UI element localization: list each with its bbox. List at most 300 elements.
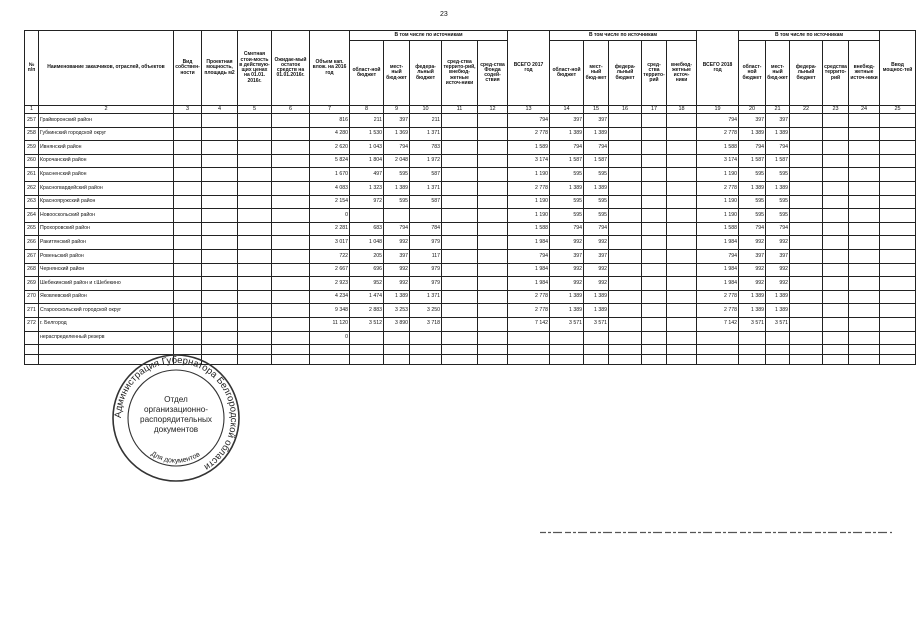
value-cell: 595 xyxy=(584,168,609,182)
value-cell xyxy=(849,277,880,291)
table-row xyxy=(25,304,916,318)
header-sources-2017-group: В том числе по источникам xyxy=(550,31,697,41)
value-cell: 1 389 xyxy=(739,290,766,304)
value-cell: 979 xyxy=(410,263,442,277)
value-cell: 0 xyxy=(310,209,350,223)
value-cell: 784 xyxy=(410,222,442,236)
value-cell xyxy=(667,277,697,291)
row-name-cell: Краснояружский район xyxy=(39,195,174,209)
header-2016-regional: област-ной бюджет xyxy=(350,41,384,106)
value-cell: 1 389 xyxy=(739,127,766,141)
table-row xyxy=(25,317,916,331)
value-cell xyxy=(202,209,238,223)
value-cell: 9 348 xyxy=(310,304,350,318)
empty-cell xyxy=(697,355,739,365)
value-cell: 992 xyxy=(550,236,584,250)
row-number-cell: 259 xyxy=(25,141,39,155)
value-cell xyxy=(478,317,508,331)
row-name-cell: Шебекинский район и г.Шебекино xyxy=(39,277,174,291)
value-cell xyxy=(880,209,916,223)
value-cell xyxy=(609,168,642,182)
value-cell xyxy=(272,304,310,318)
table-body xyxy=(25,114,916,365)
value-cell: 1 043 xyxy=(350,141,384,155)
header-name: Наименование заказчиков, отраслей, объектов xyxy=(39,31,174,106)
value-cell: 2 778 xyxy=(697,290,739,304)
value-cell xyxy=(478,127,508,141)
value-cell xyxy=(384,209,410,223)
value-cell: 1 972 xyxy=(410,154,442,168)
value-cell xyxy=(739,331,766,345)
value-cell xyxy=(174,277,202,291)
value-cell xyxy=(174,331,202,345)
value-cell xyxy=(823,249,849,263)
value-cell xyxy=(272,331,310,345)
value-cell xyxy=(823,127,849,141)
value-cell: 2 778 xyxy=(697,304,739,318)
value-cell xyxy=(849,317,880,331)
value-cell: 992 xyxy=(739,277,766,291)
header-sources-2018-group: В том числе по источникам xyxy=(739,31,880,41)
value-cell: 595 xyxy=(584,209,609,223)
value-cell xyxy=(442,317,478,331)
value-cell xyxy=(272,236,310,250)
value-cell xyxy=(667,195,697,209)
value-cell xyxy=(609,290,642,304)
value-cell xyxy=(667,181,697,195)
header-num: № п/п xyxy=(25,31,39,106)
header-2016-fund: сред-ства Фонда содей-ствия xyxy=(478,41,508,106)
value-cell xyxy=(609,277,642,291)
value-cell xyxy=(880,331,916,345)
value-cell: 2 883 xyxy=(350,304,384,318)
column-number: 24 xyxy=(849,106,880,114)
value-cell xyxy=(202,127,238,141)
empty-cell xyxy=(667,345,697,355)
value-cell: 972 xyxy=(350,195,384,209)
value-cell: 397 xyxy=(550,114,584,128)
value-cell xyxy=(508,331,550,345)
value-cell xyxy=(849,195,880,209)
row-number-cell: 272 xyxy=(25,317,39,331)
value-cell: 2 778 xyxy=(508,304,550,318)
value-cell xyxy=(642,317,667,331)
value-cell xyxy=(238,195,272,209)
value-cell xyxy=(174,141,202,155)
value-cell xyxy=(667,317,697,331)
header-2016-local: мест-ный бюд-жет xyxy=(384,41,410,106)
value-cell: 2 778 xyxy=(697,181,739,195)
empty-cell xyxy=(609,355,642,365)
value-cell: 11 120 xyxy=(310,317,350,331)
column-number: 12 xyxy=(478,106,508,114)
value-cell xyxy=(238,168,272,182)
value-cell xyxy=(880,195,916,209)
row-name-cell: Красненский район xyxy=(39,168,174,182)
value-cell xyxy=(174,195,202,209)
value-cell: 3 718 xyxy=(410,317,442,331)
value-cell: 595 xyxy=(739,195,766,209)
row-number-cell: 267 xyxy=(25,249,39,263)
value-cell xyxy=(642,236,667,250)
value-cell xyxy=(849,114,880,128)
value-cell: 1 389 xyxy=(584,304,609,318)
value-cell: 211 xyxy=(410,114,442,128)
value-cell xyxy=(442,141,478,155)
value-cell xyxy=(609,195,642,209)
stamp-ring-text: Администрация Губернатора Белгородской области xyxy=(112,354,240,473)
value-cell: 794 xyxy=(739,141,766,155)
value-cell: 2 778 xyxy=(508,290,550,304)
value-cell xyxy=(202,290,238,304)
official-stamp xyxy=(110,352,242,484)
value-cell xyxy=(642,181,667,195)
value-cell xyxy=(609,263,642,277)
value-cell: 4 234 xyxy=(310,290,350,304)
value-cell xyxy=(849,304,880,318)
value-cell xyxy=(642,168,667,182)
value-cell: 3 017 xyxy=(310,236,350,250)
value-cell xyxy=(478,331,508,345)
value-cell xyxy=(202,114,238,128)
value-cell: 722 xyxy=(310,249,350,263)
value-cell xyxy=(478,181,508,195)
value-cell: 1 984 xyxy=(697,236,739,250)
value-cell xyxy=(442,195,478,209)
header-type: Вид собствен-ности xyxy=(174,31,202,106)
value-cell xyxy=(849,209,880,223)
empty-cell xyxy=(584,345,609,355)
value-cell: 397 xyxy=(739,114,766,128)
value-cell xyxy=(642,127,667,141)
row-number-cell: 262 xyxy=(25,181,39,195)
value-cell xyxy=(642,277,667,291)
empty-cell xyxy=(849,345,880,355)
empty-cell xyxy=(310,345,350,355)
value-cell xyxy=(697,331,739,345)
value-cell xyxy=(202,168,238,182)
value-cell: 2 281 xyxy=(310,222,350,236)
value-cell: 1 389 xyxy=(550,290,584,304)
value-cell xyxy=(667,141,697,155)
value-cell xyxy=(272,181,310,195)
value-cell xyxy=(823,154,849,168)
value-cell xyxy=(174,154,202,168)
value-cell xyxy=(849,141,880,155)
value-cell xyxy=(174,317,202,331)
value-cell xyxy=(823,263,849,277)
value-cell xyxy=(202,154,238,168)
value-cell xyxy=(823,304,849,318)
header-2018-offbudget: внебюд-жетные источ-ники xyxy=(849,41,880,106)
value-cell xyxy=(790,236,823,250)
value-cell xyxy=(849,168,880,182)
value-cell xyxy=(202,195,238,209)
row-name-cell: г. Белгород xyxy=(39,317,174,331)
value-cell: 595 xyxy=(766,209,790,223)
value-cell xyxy=(478,141,508,155)
empty-cell xyxy=(310,355,350,365)
column-number: 5 xyxy=(238,106,272,114)
empty-cell xyxy=(550,355,584,365)
value-cell xyxy=(442,154,478,168)
value-cell: 979 xyxy=(410,236,442,250)
value-cell: 1 190 xyxy=(508,195,550,209)
column-number: 9 xyxy=(384,106,410,114)
value-cell: 992 xyxy=(384,263,410,277)
header-2018-regional: област-ной бюджет xyxy=(739,41,766,106)
value-cell xyxy=(667,331,697,345)
empty-cell xyxy=(272,345,310,355)
value-cell xyxy=(478,154,508,168)
value-cell xyxy=(238,222,272,236)
value-cell xyxy=(642,304,667,318)
value-cell: 794 xyxy=(584,222,609,236)
empty-cell xyxy=(609,345,642,355)
value-cell: 1 389 xyxy=(584,181,609,195)
value-cell xyxy=(174,209,202,223)
column-number: 17 xyxy=(642,106,667,114)
value-cell: 3 571 xyxy=(584,317,609,331)
value-cell xyxy=(790,304,823,318)
column-number: 7 xyxy=(310,106,350,114)
svg-text:распорядительных: распорядительных xyxy=(140,415,212,424)
value-cell xyxy=(667,290,697,304)
value-cell xyxy=(642,195,667,209)
value-cell: 1 389 xyxy=(550,127,584,141)
empty-cell xyxy=(350,355,384,365)
value-cell xyxy=(609,222,642,236)
row-name-cell: Корочанский район xyxy=(39,154,174,168)
value-cell xyxy=(790,290,823,304)
value-cell: 595 xyxy=(550,195,584,209)
empty-cell xyxy=(642,355,667,365)
value-cell xyxy=(272,222,310,236)
value-cell xyxy=(442,304,478,318)
value-cell: 7 142 xyxy=(508,317,550,331)
empty-cell xyxy=(790,355,823,365)
row-name-cell: Чернянский район xyxy=(39,263,174,277)
value-cell xyxy=(790,154,823,168)
value-cell: 587 xyxy=(410,195,442,209)
value-cell: 1 587 xyxy=(739,154,766,168)
value-cell: 794 xyxy=(739,222,766,236)
value-cell xyxy=(174,127,202,141)
value-cell xyxy=(238,263,272,277)
value-cell: 992 xyxy=(739,236,766,250)
row-name-cell: Красногвардейский район xyxy=(39,181,174,195)
header-commission: Ввод мощнос-тей xyxy=(880,31,916,106)
header-2017-regional: област-ной бюджет xyxy=(550,41,584,106)
value-cell xyxy=(238,331,272,345)
row-number-cell: 268 xyxy=(25,263,39,277)
value-cell xyxy=(272,154,310,168)
value-cell xyxy=(790,331,823,345)
value-cell xyxy=(823,290,849,304)
value-cell: 992 xyxy=(739,263,766,277)
value-cell xyxy=(790,277,823,291)
value-cell: 783 xyxy=(410,141,442,155)
value-cell xyxy=(550,331,584,345)
value-cell xyxy=(202,141,238,155)
empty-cell xyxy=(766,345,790,355)
value-cell: 1 389 xyxy=(584,127,609,141)
value-cell xyxy=(880,290,916,304)
value-cell: 3 571 xyxy=(766,317,790,331)
header-capacity: Проектная мощность, площадь м2 xyxy=(202,31,238,106)
value-cell xyxy=(880,236,916,250)
stamp-center-text xyxy=(140,395,212,434)
value-cell xyxy=(790,181,823,195)
empty-cell xyxy=(823,345,849,355)
svg-text:документов: документов xyxy=(153,425,199,434)
row-name-cell: Ракитянский район xyxy=(39,236,174,250)
value-cell: 992 xyxy=(584,236,609,250)
table-row xyxy=(25,127,916,141)
value-cell xyxy=(667,168,697,182)
header-2018-federal: федера-льный бюджет xyxy=(790,41,823,106)
header-2016-territory: сред-ства террито-рий, внебюд-жетные источ-ники xyxy=(442,41,478,106)
header-volume-2016: Объем кап. влож. на 2016 год xyxy=(310,31,350,106)
value-cell xyxy=(174,181,202,195)
value-cell: 992 xyxy=(384,277,410,291)
value-cell: 794 xyxy=(550,141,584,155)
value-cell: 1 589 xyxy=(508,141,550,155)
empty-cell xyxy=(25,345,39,355)
value-cell xyxy=(609,304,642,318)
empty-cell xyxy=(508,345,550,355)
value-cell: 1 984 xyxy=(508,277,550,291)
value-cell: 497 xyxy=(350,168,384,182)
value-cell: 117 xyxy=(410,249,442,263)
value-cell: 1 587 xyxy=(584,154,609,168)
value-cell xyxy=(478,263,508,277)
value-cell: 992 xyxy=(766,277,790,291)
value-cell: 211 xyxy=(350,114,384,128)
value-cell xyxy=(238,249,272,263)
header-total-2017: ВСЕГО 2017 год xyxy=(508,31,550,106)
value-cell: 5 824 xyxy=(310,154,350,168)
value-cell: 595 xyxy=(739,209,766,223)
value-cell xyxy=(609,317,642,331)
row-number-cell: 270 xyxy=(25,290,39,304)
value-cell xyxy=(609,249,642,263)
empty-cell xyxy=(410,355,442,365)
value-cell: 397 xyxy=(384,249,410,263)
empty-cell xyxy=(238,345,272,355)
value-cell xyxy=(823,236,849,250)
row-name-cell: Старооскольский городской округ xyxy=(39,304,174,318)
value-cell xyxy=(174,114,202,128)
value-cell xyxy=(478,222,508,236)
value-cell: 816 xyxy=(310,114,350,128)
column-number: 8 xyxy=(350,106,384,114)
column-number: 25 xyxy=(880,106,916,114)
value-cell xyxy=(880,154,916,168)
value-cell xyxy=(238,154,272,168)
value-cell: 794 xyxy=(766,222,790,236)
table-row xyxy=(25,222,916,236)
column-number: 10 xyxy=(410,106,442,114)
value-cell: 794 xyxy=(584,141,609,155)
value-cell: 992 xyxy=(766,263,790,277)
value-cell xyxy=(880,181,916,195)
value-cell: 2 778 xyxy=(508,181,550,195)
empty-cell xyxy=(442,355,478,365)
empty-cell xyxy=(478,355,508,365)
value-cell xyxy=(609,127,642,141)
table-row xyxy=(25,181,916,195)
value-cell xyxy=(667,209,697,223)
value-cell xyxy=(442,249,478,263)
value-cell xyxy=(880,141,916,155)
value-cell xyxy=(880,263,916,277)
value-cell xyxy=(238,317,272,331)
value-cell: 1 588 xyxy=(697,222,739,236)
column-number: 6 xyxy=(272,106,310,114)
row-name-cell: нераспределенный резерв xyxy=(39,331,174,345)
value-cell: 0 xyxy=(310,331,350,345)
empty-cell xyxy=(384,345,410,355)
empty-cell xyxy=(823,355,849,365)
value-cell xyxy=(174,290,202,304)
value-cell xyxy=(238,114,272,128)
value-cell: 794 xyxy=(384,222,410,236)
value-cell xyxy=(272,127,310,141)
table-row xyxy=(25,236,916,250)
value-cell: 4 083 xyxy=(310,181,350,195)
value-cell xyxy=(478,290,508,304)
value-cell: 1 984 xyxy=(697,263,739,277)
value-cell: 2 923 xyxy=(310,277,350,291)
table-row xyxy=(25,277,916,291)
value-cell: 205 xyxy=(350,249,384,263)
value-cell xyxy=(823,141,849,155)
table-row xyxy=(25,168,916,182)
value-cell xyxy=(442,277,478,291)
value-cell xyxy=(790,114,823,128)
value-cell xyxy=(790,141,823,155)
header-2017-local: мест-ный бюд-жет xyxy=(584,41,609,106)
value-cell xyxy=(609,114,642,128)
value-cell: 794 xyxy=(508,114,550,128)
value-cell: 696 xyxy=(350,263,384,277)
value-cell xyxy=(202,181,238,195)
column-number: 3 xyxy=(174,106,202,114)
empty-cell xyxy=(790,345,823,355)
value-cell: 3 571 xyxy=(550,317,584,331)
value-cell: 2 154 xyxy=(310,195,350,209)
value-cell xyxy=(272,141,310,155)
value-cell: 1 984 xyxy=(697,277,739,291)
value-cell xyxy=(238,304,272,318)
value-cell: 2 778 xyxy=(508,127,550,141)
value-cell xyxy=(823,181,849,195)
table-row xyxy=(25,114,916,128)
value-cell xyxy=(478,209,508,223)
value-cell: 794 xyxy=(697,249,739,263)
value-cell xyxy=(880,168,916,182)
value-cell xyxy=(174,304,202,318)
empty-cell xyxy=(442,345,478,355)
value-cell: 587 xyxy=(410,168,442,182)
value-cell: 1 371 xyxy=(410,290,442,304)
empty-cell xyxy=(238,355,272,365)
value-cell: 1 389 xyxy=(766,127,790,141)
column-number: 21 xyxy=(766,106,790,114)
value-cell xyxy=(642,331,667,345)
column-number: 4 xyxy=(202,106,238,114)
